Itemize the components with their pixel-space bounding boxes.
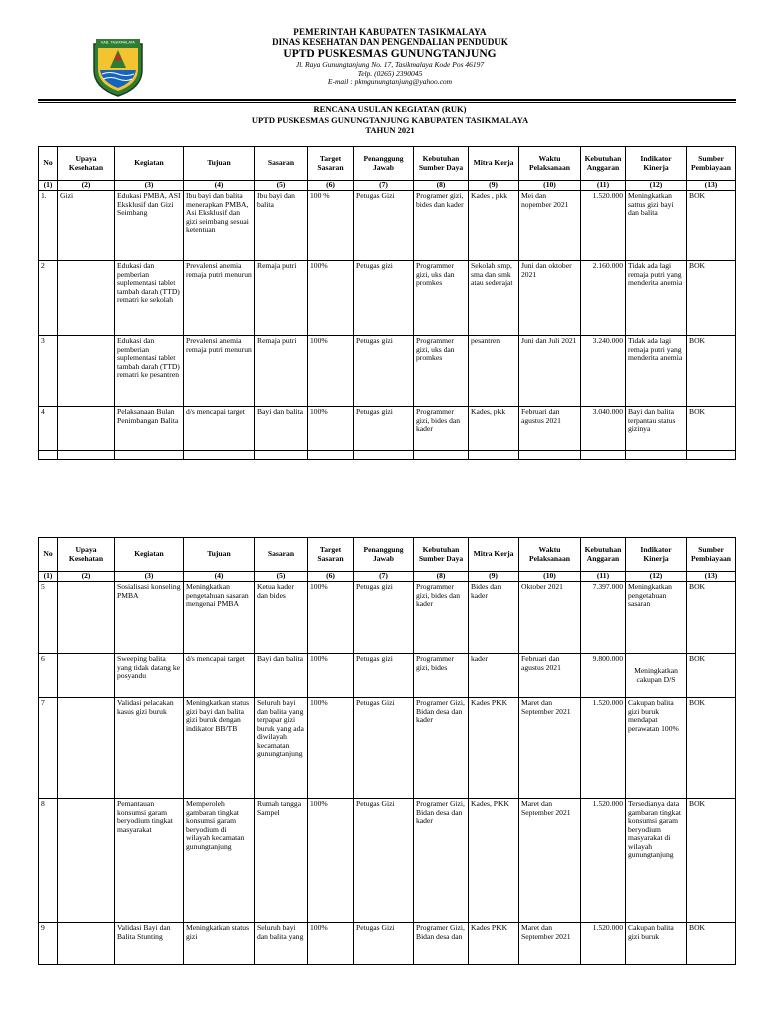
cell-anggaran: 3.240.000 [581,336,626,407]
cell-mitra: pesantren [469,336,519,407]
cell-sumber: BOK [687,191,736,261]
col-number: (5) [255,181,308,191]
table-row [39,582,736,654]
cell-sumber: BOK [687,336,736,407]
cell-mitra: Kades PKK [469,698,519,799]
letterhead-rule-thin [38,102,736,103]
col-number: (6) [308,572,354,582]
cell-anggaran: 1.520.000 [581,191,626,261]
cell-waktu: Maret dan September 2021 [519,799,581,923]
cell-anggaran: 9.800.000 [581,654,626,698]
col-number: (1) [39,572,58,582]
cell-sumber: BOK [687,261,736,336]
cell-indikator: Meningkatkan sattus gizi bayi dan balita [626,191,687,261]
ruk-table-1 [38,146,736,460]
cell-kegiatan: Edukasi dan pemberian suplementasi tablet tambah darah (TTD) rematri ke sekolah [115,261,184,336]
col-number: (2) [58,572,115,582]
cell-pj: Petugas gizi [354,336,414,407]
title-line3: TAHUN 2021 [365,125,415,136]
cell-mitra: Sekolah smp, sma dan smk atau sederajat [469,261,519,336]
col-header: Mitra Kerja [469,538,519,572]
cell-waktu: Mei dan nopember 2021 [519,191,581,261]
cell-sasaran: Rumah tangga Sampel [255,799,308,923]
col-header: Kegiatan [115,538,184,572]
cell-sumber-daya: Programer Gizi, Bidan desa dan kader [414,698,469,799]
cell-no: 3 [39,336,58,407]
col-number: (12) [626,572,687,582]
col-number: (5) [255,572,308,582]
col-header: Upaya Kesehatan [58,147,115,181]
cell-upaya [58,261,115,336]
col-number: (13) [687,572,736,582]
cell-indikator: Meningkatkan pengetahuan sasaran [626,582,687,654]
cell-no: 7 [39,698,58,799]
cell-tujuan: Meningkatkan status gizi bayi dan balita gizi buruk dengan indikator BB/TB [184,698,255,799]
cell-target: 100% [308,923,354,965]
col-number: (12) [626,181,687,191]
cell-anggaran: 1.520.000 [581,799,626,923]
cell-no: 6 [39,654,58,698]
cell-kegiatan: Edukasi PMBA, ASI Eksklusif dan Gizi Seimbang [115,191,184,261]
cell-pj: Petugas Gizi [354,191,414,261]
kabupaten-logo [90,36,146,98]
cell-mitra: kader [469,654,519,698]
cell-sasaran: Bayi dan balita [255,407,308,451]
table-row [39,407,736,451]
cell-waktu: Maret dan September 2021 [519,698,581,799]
col-number: (3) [115,572,184,582]
svg-text:KAB. TASIKMALAYA: KAB. TASIKMALAYA [101,40,135,45]
col-number: (1) [39,181,58,191]
col-header: Upaya Kesehatan [58,538,115,572]
cell-upaya [58,799,115,923]
column-number-row [39,181,736,191]
cell-target: 100% [308,582,354,654]
cell-waktu: Juni dan Juli 2021 [519,336,581,407]
col-header: Kebutuhan Anggaran [581,147,626,181]
col-number: (9) [469,572,519,582]
col-number: (4) [184,572,255,582]
letterhead-line1: PEMERINTAH KABUPATEN TASIKMALAYA [293,27,487,37]
cell-waktu: Juni dan oktober 2021 [519,261,581,336]
col-number: (6) [308,181,354,191]
cell-indikator: Cakupan balita gizi buruk [626,923,687,965]
cell-no: 2 [39,261,58,336]
cell-indikator: Tidak ada lagi remaja putri yang menderita anemia [626,336,687,407]
col-number: (10) [519,572,581,582]
cell-tujuan: Prevalensi anemia remaja putri menurun [184,261,255,336]
cell-mitra: Kades , pkk [469,191,519,261]
letterhead-email: E-mail : pkmgunungtanjung@yahoo.com [327,77,453,87]
cell-no: 5 [39,582,58,654]
cell-waktu: Maret dan September 2021 [519,923,581,965]
cell-anggaran: 2.160.000 [581,261,626,336]
cell-sasaran: Ketua kader dan bides [255,582,308,654]
cell-sumber-daya: Programer Gizi, Bidan desa dan kader [414,799,469,923]
cell-anggaran: 1.520.000 [581,923,626,965]
col-header: Indikator Kinerja [626,147,687,181]
cell-sumber: BOK [687,582,736,654]
document-title [150,104,630,136]
col-header: Target Sasaran [308,147,354,181]
col-number: (7) [354,181,414,191]
col-header: Kebutuhan Sumber Daya [414,147,469,181]
cell-indikator: Meningkatkan cakupan D/S [626,654,687,698]
cell-pj: Petugas gizi [354,261,414,336]
cell-tujuan: Ibu bayi dan balita menerapkan PMBA, Asi Eksklusif dan gizi seimbang sesuai ketentuan [184,191,255,261]
cell-sumber-daya: Programer gizi, bides dan kader [414,191,469,261]
cell-upaya [58,923,115,965]
table-row [39,698,736,799]
cell-sumber: BOK [687,923,736,965]
cell-tujuan: d/s mencapai target [184,654,255,698]
cell-kegiatan: Pemantauan konsumsi garam beryodium tingkat masyarakat [115,799,184,923]
cell-sumber: BOK [687,698,736,799]
cell-pj: Petugas Gizi [354,698,414,799]
cell-mitra: Kades PKK [469,923,519,965]
cell-pj: Petugas gizi [354,654,414,698]
col-header: Tujuan [184,538,255,572]
col-header: Kebutuhan Anggaran [581,538,626,572]
col-header: Waktu Pelaksanaan [519,147,581,181]
cell-anggaran: 3.040.000 [581,407,626,451]
col-header: Waktu Pelaksanaan [519,538,581,572]
col-number: (10) [519,181,581,191]
cell-upaya [58,336,115,407]
table-header-row [39,147,736,181]
letterhead-rule-thick [38,99,736,101]
cell-sumber: BOK [687,799,736,923]
cell-sumber-daya: Programmer gizi, bides [414,654,469,698]
col-header: Penanggung Jawab [354,147,414,181]
cell-indikator: Bayi dan balita terpantau status gizinya [626,407,687,451]
letterhead-line2: DINAS KESEHATAN DAN PENGENDALIAN PENDUDUK [272,37,508,48]
column-number-row [39,572,736,582]
cell-target: 100% [308,799,354,923]
cell-no: 1. [39,191,58,261]
cell-upaya: Gizi [58,191,115,261]
cell-sumber-daya: Programmer gizi, uks dan promkes [414,261,469,336]
table-row-empty [39,451,736,460]
cell-target: 100% [308,698,354,799]
col-number: (11) [581,572,626,582]
cell-tujuan: Prevalensi anemia remaja putri menurun [184,336,255,407]
cell-sasaran: Seluruh bayi dan balita yang terpapar gizi buruk yang ada diwilayah kecamatan gunungtanjung [255,698,308,799]
cell-sasaran: Ibu bayi dan balita [255,191,308,261]
cell-no: 9 [39,923,58,965]
cell-indikator: Cakupan balita gizi buruk mendapat perawatan 100% [626,698,687,799]
cell-kegiatan: Edukasi dan pemberian suplementasi tablet tambah darah (TTD) rematri ke pesantren [115,336,184,407]
col-number: (8) [414,572,469,582]
cell-kegiatan: Sosialisasi konseling PMBA [115,582,184,654]
cell-indikator: Tidak ada lagi remaja putri yang menderita anemia [626,261,687,336]
table-row [39,261,736,336]
table-row [39,191,736,261]
cell-target: 100% [308,336,354,407]
cell-target: 100 % [308,191,354,261]
table-row [39,654,736,698]
cell-sumber-daya: Programmer gizi, uks dan promkes [414,336,469,407]
letterhead-line3: UPTD PUSKESMAS GUNUNGTANJUNG [283,47,497,60]
col-header: Sasaran [255,147,308,181]
cell-sasaran: Remaja putri [255,336,308,407]
cell-upaya [58,698,115,799]
cell-upaya [58,407,115,451]
cell-anggaran: 1.520.000 [581,698,626,799]
col-number: (8) [414,181,469,191]
cell-sumber-daya: Programmer gizi, bides dan kader [414,582,469,654]
letterhead-phone: Telp. (0265) 2390045 [357,68,423,78]
cell-waktu: Februari dan agustus 2021 [519,654,581,698]
ruk-table-2 [38,537,736,965]
col-number: (2) [58,181,115,191]
cell-sasaran: Remaja putri [255,261,308,336]
cell-upaya [58,654,115,698]
cell-tujuan: Memperoleh gambaran tingkat konsumsi garam beryodium di wilayah kecamatan gunungtanjung [184,799,255,923]
cell-target: 100% [308,261,354,336]
col-number: (11) [581,181,626,191]
cell-target: 100% [308,654,354,698]
col-number: (9) [469,181,519,191]
col-header: Sasaran [255,538,308,572]
cell-target: 100% [308,407,354,451]
col-header: Sumber Pembiayaan [687,538,736,572]
cell-kegiatan: Validasi pelacakan kasus gizi buruk [115,698,184,799]
col-header: Sumber Pembiayaan [687,147,736,181]
cell-mitra: Bides dan kader [469,582,519,654]
cell-sumber: BOK [687,654,736,698]
cell-mitra: Kades, PKK [469,799,519,923]
cell-sumber-daya: Programer Gizi, Bidan desa dan [414,923,469,965]
col-header: Kebutuhan Sumber Daya [414,538,469,572]
col-header: Penanggung Jawab [354,538,414,572]
cell-kegiatan: Validasi Bayi dan Balita Stunting [115,923,184,965]
table-row [39,799,736,923]
cell-tujuan: d/s mencapai target [184,407,255,451]
col-header: Indikator Kinerja [626,538,687,572]
table-header-row [39,538,736,572]
cell-sumber-daya: Programmer gizi, bides dan kader [414,407,469,451]
title-line2: UPTD PUSKESMAS GUNUNGTANJUNG KABUPATEN TASIKMALAYA [251,114,529,125]
title-line1: RENCANA USULAN KEGIATAN (RUK) [313,104,467,114]
cell-sumber: BOK [687,407,736,451]
table-row [39,336,736,407]
col-header: No [39,147,58,181]
col-number: (13) [687,181,736,191]
col-number: (7) [354,572,414,582]
cell-tujuan: Meningkatkan status gizi [184,923,255,965]
col-header: Tujuan [184,147,255,181]
col-header: No [39,538,58,572]
cell-pj: Petugas Gizi [354,923,414,965]
col-header: Mitra Kerja [469,147,519,181]
col-number: (4) [184,181,255,191]
col-number: (3) [115,181,184,191]
cell-upaya [58,582,115,654]
cell-pj: Petugas Gizi [354,799,414,923]
cell-tujuan: Meningkatkan pengetahuan sasaran mengenai PMBA [184,582,255,654]
cell-waktu: Oktober 2021 [519,582,581,654]
cell-mitra: Kades, pkk [469,407,519,451]
letterhead [0,0,768,136]
cell-sasaran: Bayi dan balita [255,654,308,698]
cell-anggaran: 7.397.000 [581,582,626,654]
col-header: Target Sasaran [308,538,354,572]
cell-indikator: Tersedianya data gambaran tingkat konsumsi garam beryodium masyarakat di wilayah gunungtanjung [626,799,687,923]
cell-kegiatan: Sweeping balita yang tidak datang ke posyandu [115,654,184,698]
letterhead-address: Jl. Raya Gunungtanjung No. 17, Tasikmalaya Kode Pos 46197 [295,59,485,69]
cell-sasaran: Seluruh bayi dan balita yang [255,923,308,965]
table-row [39,923,736,965]
cell-no: 8 [39,799,58,923]
cell-pj: Petugas gizi [354,407,414,451]
cell-waktu: Februari dan agustus 2021 [519,407,581,451]
cell-no: 4 [39,407,58,451]
cell-pj: Petugas gizi [354,582,414,654]
col-header: Kegiatan [115,147,184,181]
cell-kegiatan: Pelaksanaan Bulan Penimbangan Balita [115,407,184,451]
